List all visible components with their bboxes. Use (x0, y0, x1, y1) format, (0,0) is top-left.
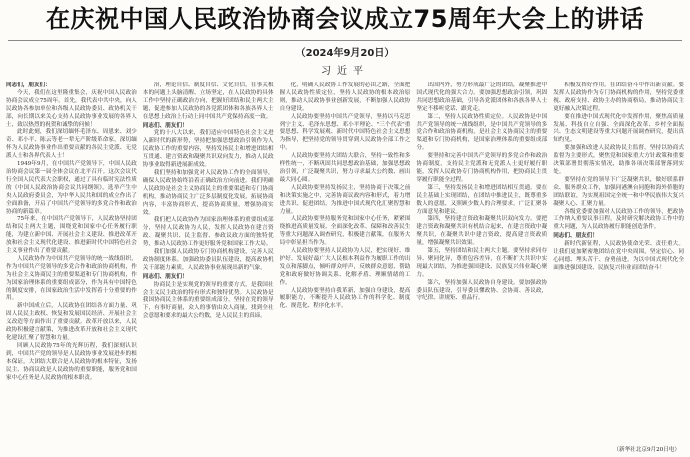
text-column-3 (280, 82, 411, 452)
paragraph: 要在推进中国式现代化中发挥作用，聚焦高质量发展、科技自立自强、全面深化改革、乡村全面振兴、生态文明建设等重大问题开展调查研究，提出真知灼见。 (553, 113, 684, 144)
news-agency-credit: （新华社北京9月20日电） (613, 447, 680, 453)
paragraph: 新时代新征程，人民政协使命光荣、责任重大。让我们更加紧密地团结在党中央周围，坚定信心、同心同德、埋头苦干、奋勇前进，为以中国式现代化全面推进强国建设、民族复兴伟业而团结奋斗！ (553, 241, 684, 271)
paragraph: 人民政协要坚持大团结大联合，坚持一致性和多样性统一，不断巩固共同思想政治基础，加强思想政治引领，广泛凝聚共识，努力寻求最大公约数、画出最大同心圆。 (279, 153, 411, 183)
paragraph: 我们加强人民政协专门协商机构建设，完善人民政协制度体系，加强政协委员队伍建设，提高政协机关干部能力素质，人民政协事业展现出新的气象。 (142, 249, 274, 271)
paragraph: 第四，坚持建言资政和凝聚共识双向发力。要把建言资政和凝聚共识有机结合起来，在建言资政中凝聚共识，在凝聚共识中建言资政，提高建言资政质量，增强凝聚共识效果。 (416, 216, 548, 247)
text-column-2 (143, 82, 274, 452)
paragraph: 1949年9月，在中国共产党领导下，中国人民政治协商会议第一届全体会议在北平召开。这次会议代行全国人民代表大会职权，通过了具有临时宪法性质的《中国人民政治协商会议共同纲领》，选举产生中央人民政府委员会，为中华人民共和国的成立作出了全面准备，开启了中国共产党领导的多党合作和政治协商的新篇章。 (6, 161, 137, 215)
dateline: （2024年9月20日） (295, 48, 395, 59)
paragraph: 第五，坚持团结和民主两大主题。要坚持求同存异、聚同化异，尊重包容差异，在不断扩大共识中实现最大团结，为推进强国建设、民族复兴伟业凝心聚力。 (416, 248, 548, 278)
paragraph: 今天，我们在这里隆重集会，庆祝中国人民政治协商会议成立75周年。首先，我代表中共中央，向人民政协各参加单位和各级人民政协委员、政协机关干部，向长期以来关心支持人民政协事业发展的各界人士，致以热烈的祝贺和诚挚的问候！ (6, 89, 137, 128)
paragraph: 要加强和改进人民政协民主监督，坚持以协商式监督为主要形式，聚焦党和国家重大方针政策和重要决策部署贯彻落实情况，助推各项决策部署落到实处。 (553, 145, 684, 175)
paragraph: 我们坚持和加强党对人民政协工作的全面领导，确保人民政协始终沿着正确政治方向前进。我们明确人民政协是社会主义协商民主的重要渠道和专门协商机构，推动协商民主广泛多层制度化发展，拓展协商内容，丰富协商形式，提高协商质量，增强协商实效。 (142, 169, 274, 216)
paragraph: 出国内外，努力形成最广泛的团结，凝聚推进中国式现代化的强大合力。要加强思想政治引领，巩固共同思想政治基础，引导各党派团体和各族各界人士坚定不移听党话、跟党走。 (416, 82, 548, 112)
section-greeting: 同志们，朋友们： (6, 82, 51, 88)
paragraph: 第三，坚持发扬民主和增进团结相互贯通。要在民主基础上实现团结，在团结中推进民主，既尊重多数人的意愿，又照顾少数人的合理要求，广泛汇聚各方面意见和建议。 (416, 184, 548, 215)
headline-rule (8, 40, 682, 41)
paragraph: 此时此刻，我们深切缅怀毛泽东、周恩来、刘少奇、邓小平、陈云等老一辈无产阶级革命家，深切缅怀为人民政协事业作出重要贡献的各民主党派、无党派人士和各界代表人士！ (6, 129, 137, 160)
paragraph: 积极发挥好作用，在团结奋斗中作出新贡献。要发挥人民政协作为专门协商机构的作用，坚持党委重视、政府支持、政协主办的协商格局，推动协商民主更好融入决策过程。 (553, 82, 684, 112)
paragraph: 化，明确人民政协工作发展的必由之路，全面把握人民政协性质定位，坚持人民政协的根本政治原则，推动人民政协事业创新发展，不断加强人民政协自身建设。 (279, 82, 411, 112)
paragraph: 新中国成立后，人民政协在团结各方面力量、巩固人民民主政权、恢复和发展国民经济、开展社会主义改造等方面作出了重要贡献。改革开放以来，人民政协积极建言献策，为推进改革开放和社会主义现代化建设汇聚了智慧和力量。 (6, 303, 137, 341)
article-body (6, 82, 684, 452)
paragraph: 人民政协要坚持服务党和国家中心任务，紧紧围绕推进高质量发展、全面深化改革、保障和改善民生等重大问题深入调查研究，积极建言献策，在服务大局中彰显担当作为。 (279, 216, 411, 247)
paragraph: 人民政协要坚持自我革新，加强自身建设，提高履职能力，不断提升人民政协工作的科学化、制度化、规范化、程序化水平。 (279, 287, 411, 310)
paragraph: 人民政协要坚持人民政协为人民，把实现好、维护好、发展好最广大人民根本利益作为履职工作的出发点和落脚点，倾听群众呼声，反映群众意愿，帮助党和政府做好协调关系、化解矛盾、理顺情绪的工作。 (279, 248, 411, 286)
paragraph: 回顾人民政协75年的光辉历程，我们深刻认识到，中国共产党的领导是人民政协事业发展进步的根本保证，大团结大联合是人民政协的根本特征，发扬民主、协商议政是人民政协的重要职能，服务党和国家中心任务是人民政协的根本职责。 (6, 342, 137, 381)
paragraph: 75年来，在中国共产党领导下，人民政协坚持团结和民主两大主题，围绕党和国家中心任务履行职能，为建立新中国、开展社会主义建设、推进改革开放和社会主义现代化建设、推进新时代中国特色社会主义事业作出了重要贡献。 (6, 216, 137, 255)
author-byline: 习近平 (321, 66, 369, 77)
paragraph: 第二，坚持人民政协性质定位。人民政协是中国共产党领导的统一战线组织，是中国共产党领导的多党合作和政治协商机构，是社会主义协商民主的重要渠道和专门协商机构，是国家治理体系的重要组成部分。 (416, 113, 548, 152)
headline: 在庆祝中国人民政治协商会议成立75周年大会上的讲话 (46, 5, 644, 33)
text-column-1 (6, 82, 137, 452)
paragraph: 协商民主是实现党的领导的重要方式，是我国社会主义民主政治的特有形式和独特优势。人民政协是我国协商民主体系的重要组成部分，坚持在党的领导下，有事好商量，众人的事情由众人商量，找到全社会意愿和要求的最大公约数，是人民民主的真谛。 (142, 281, 274, 320)
paragraph: 各级党委要加强对人民政协工作的领导，把政协工作纳入重要议事日程，及时研究解决政协工作中的重大问题，为人民政协履行职能创造条件。 (553, 208, 684, 231)
paragraph: 人民政协要坚持中国共产党领导，坚持以马克思列宁主义、毛泽东思想、邓小平理论、"三个代表"重要思想、科学发展观、新时代中国特色社会主义思想为指导，把坚持党的领导贯穿到人民政协全部工作之中。 (279, 113, 411, 152)
paragraph: 人民政协作为中国共产党领导的统一战线组织，作为中国共产党领导的多党合作和政治协商机构，作为社会主义协商民主的重要渠道和专门协商机构，作为国家治理体系的重要组成部分，作为具有中国特色的制度安排，在国家政治生活中发挥着十分重要的作用。 (6, 255, 137, 302)
paragraph: 第六，坚持加强人民政协自身建设。要加强政协委员队伍建设，引导委员懂政协、会协商、善议政，守纪律、讲规矩、重品行。 (416, 279, 548, 302)
section-greeting: 同志们、朋友们！ (553, 233, 598, 240)
paragraph: 要坚持在党的领导下广泛凝聚共识，做好联系群众、服务群众工作，加强同港澳台同胞和海外侨胞的团结联谊，为实现祖国完全统一和中华民族伟大复兴凝聚人心、汇聚力量。 (553, 176, 684, 207)
paragraph: 要坚持和完善中国共产党领导的多党合作和政治协商制度，支持民主党派和无党派人士更好履行职能，发挥人民政协专门协商机构作用，把协商民主贯穿履行职能全过程。 (416, 153, 548, 183)
text-column-5 (553, 82, 684, 452)
paragraph: 治，理论自信、制度自信、文化自信，在事关根本的问题上头脑清醒、立场坚定，在人民政协的具体工作中坚持正确政治方向，把握好团结和民主两大主题，促进参加人民政协的各党派团体和各族各界人士在思想上政治上行动上同中国共产党保持高度一致。 (142, 82, 274, 120)
paragraph: 党的十八大以来，我们适应中国特色社会主义进入新时代的新形势，坚持把加强思想政治引领作为人民政协工作的重要内容，坚持发扬民主和增进团结相互贯通、建言资政和凝聚共识双向发力，推动人民政协事业取得新进展新成效。 (142, 130, 274, 169)
section-greeting: 同志们、朋友们！ (142, 122, 188, 129)
text-column-4 (416, 82, 547, 452)
paragraph: 人民政协要坚持发扬民主，坚持协商于决策之前和决策实施之中，完善协商议政内容和形式，着力增进共识、促进团结，为推进中国式现代化汇聚智慧和力量。 (279, 184, 411, 215)
section-greeting: 同志们、朋友们！ (142, 273, 188, 280)
paragraph: 我们把人民政协作为国家治理体系的重要组成部分，坚持人民政协为人民，发挥人民政协在建言资政、凝聚共识、民主监督、参政议政方面的独特优势，推动人民政协工作更好服务党和国家工作大局。 (142, 217, 274, 248)
